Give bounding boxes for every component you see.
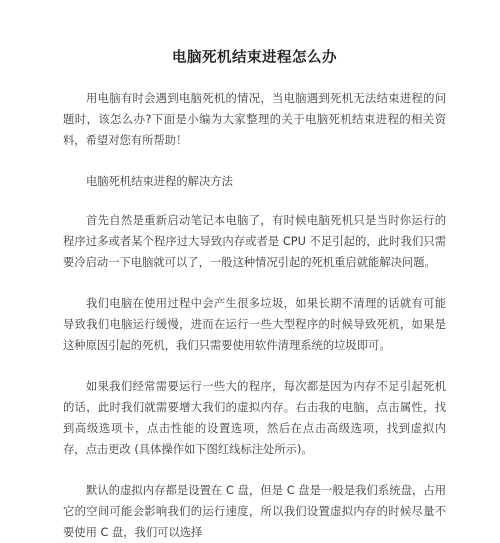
section-heading: 电脑死机结束进程的解决方法 xyxy=(86,175,233,188)
paragraph-clean-junk: 我们电脑在使用过程中会产生很多垃圾，如果长期不清理的话就有可能导致我们电脑运行缓慢，进而在运行一些大型程序的时候导致死机，如果是这种原因引起的死机，我们只需要使用软件清理系统的垃圾即可。 xyxy=(63,297,446,352)
paragraph-restart: 首先自然是重新启动笔记本电脑了，有时候电脑死机只是当时你运行的程序过多或者某个程序过大导致内存或者是 CPU 不足引起的，此时我们只需要冷启动一下电脑就可以了，一般这种情况引起的死机重启就能解决问题。 xyxy=(63,214,446,269)
article-title: 电脑死机结束进程怎么办 xyxy=(172,50,337,66)
paragraph-virtual-memory: 如果我们经常需要运行一些大的程序，每次都是因为内存不足引起死机的话，此时我们就需要增大我们的虚拟内存。右击我的电脑，点击属性，找到高级选项卡，点击性能的设置选项，然后在点击高级选项，找到虚拟内存，点击更改 (具体操作如下图红线标注处所示)。 xyxy=(63,380,446,456)
article-body xyxy=(63,88,446,543)
paragraph-c-drive: 默认的虚拟内存都是设置在 C 盘，但是 C 盘是一般是我们系统盘，占用它的空间可能会影响我们的运行速度，所以我们设置虚拟内存的时候尽量不要使用 C 盘，我们可以选择 xyxy=(63,484,446,539)
paragraph-intro: 用电脑有时会遇到电脑死机的情况，当电脑遇到死机无法结束进程的问题时，该怎么办?下面是小编为大家整理的关于电脑死机结束进程的相关资料，希望对您有所帮助！ xyxy=(63,92,446,147)
